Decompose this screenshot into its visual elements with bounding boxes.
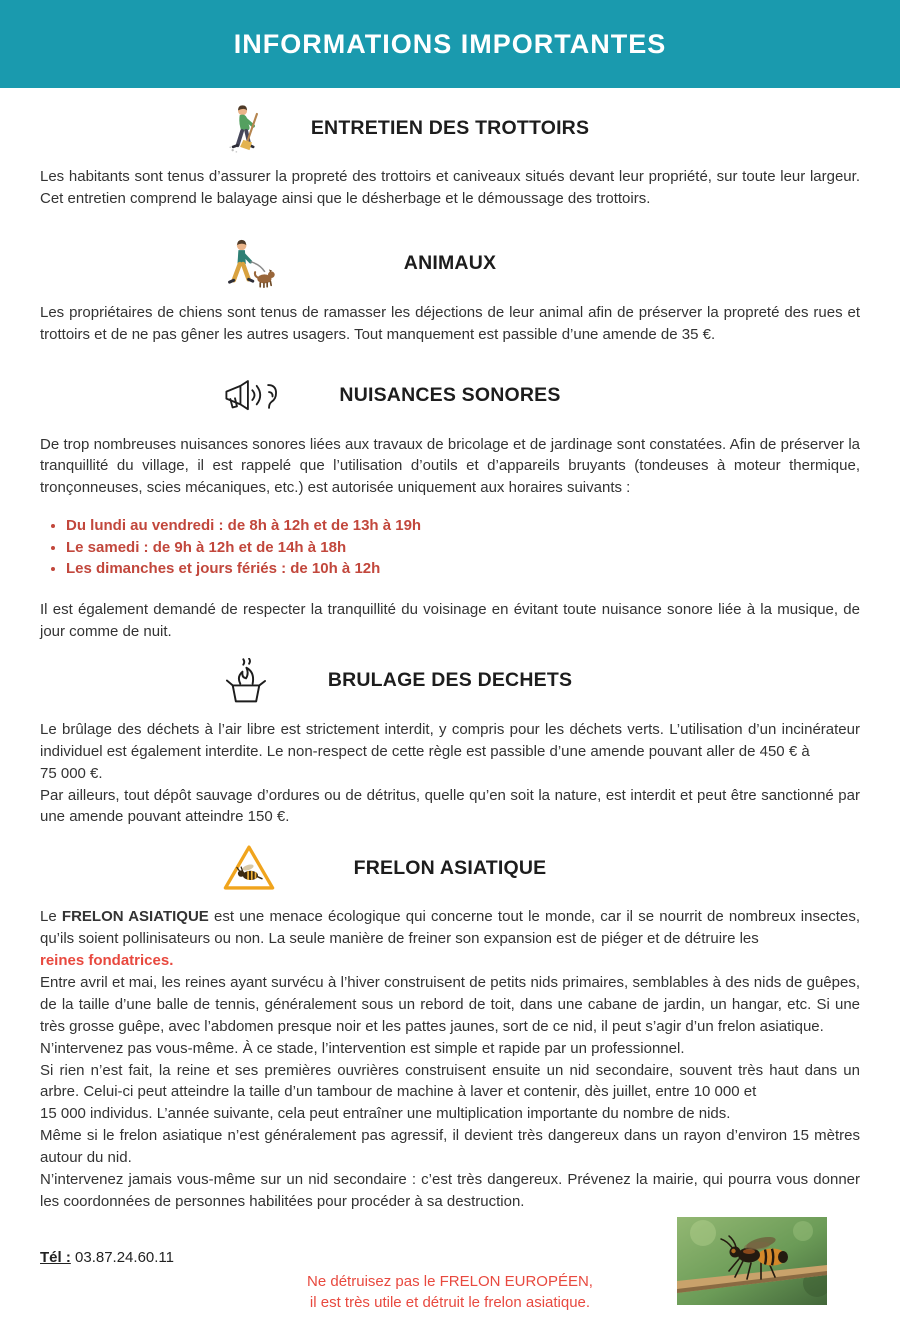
phone-block <box>40 1249 174 1266</box>
burning-waste-icon <box>222 658 270 704</box>
section-header <box>0 840 900 896</box>
section-title-brulage: BRULAGE DES DECHETS <box>327 669 573 692</box>
schedule-item-saturday: • Le samedi : de 9h à 12h et de 14h à 18h <box>66 537 860 558</box>
frelon-paragraph-3: N’intervenez pas vous-même. À ce stade, l’intervention est simple et rapide par un professionnel. <box>40 1039 685 1057</box>
frelon-paragraph-2: Entre avril et mai, les reines ayant survécu à l’hiver construisent de petits nids primaires, semblables à des nids de guêpes, de la taille d’une balle de tennis, généralement sous un rebord de toit, dans une cabane de jardin, un hangar, etc. Si une très grosse guêpe, avec l’abdomen presque noir et les pattes jaunes, sort de ce nid, il peut s’agir d’un frelon asiatique. <box>40 974 860 1035</box>
section-entretien-trottoirs <box>0 100 900 210</box>
phone-number: 03.87.24.60.11 <box>75 1248 174 1266</box>
paragraph-brulage-2: Par ailleurs, tout dépôt sauvage d’ordures ou de détritus, quelle qu’en soit la nature, est interdit et peut être sanctionné par une amende pouvant atteindre 150 €. <box>40 786 860 826</box>
noise-schedule-list <box>28 515 860 579</box>
hornet-warning-icon <box>222 843 276 893</box>
paragraph-animaux: Les propriétaires de chiens sont tenus de ramasser les déjections de leur animal afin de préserver la propreté des rues et trottoirs et de ne pas gêner les autres usagers. Tout manquement est passible d’une amende de 35 €. <box>40 303 860 343</box>
section-title-trottoirs: ENTRETIEN DES TROTTOIRS <box>310 116 590 139</box>
frelon-paragraph-1: Le FRELON ASIATIQUE est une menace écologique qui concerne tout le monde, car il se nourrit de nombreux insectes, qu’ils soient pollinisateurs ou non. La seule manière de freiner son expansion est de piéger et de détruire les reines fondatrices. <box>40 908 860 970</box>
note-line-2: il est très utile et détruit le frelon asiatique. <box>309 1294 591 1312</box>
section-nuisances-sonores <box>0 368 900 643</box>
phone-label: Tél : <box>40 1248 71 1266</box>
european-hornet-note <box>230 1271 670 1314</box>
section-header <box>0 100 900 156</box>
note-line-1: Ne détruisez pas le FRELON EUROPÉEN, <box>307 1272 593 1290</box>
section-brulage-dechets <box>0 653 900 828</box>
frelon-paragraph-4: Si rien n’est fait, la reine et ses premières ouvrières construisent ensuite un nid secondaire, souvent très haut dans un arbre. Celui-ci peut atteindre la taille d’un tambour de machine à laver et contenir, dès juillet, entre 10 000 et 15 000 individus. L’année suivante, cela peut entraîner une multiplication importante du nombre de nids. <box>40 1061 860 1123</box>
dog-walker-icon <box>222 238 278 290</box>
paragraph-brulage-1: Le brûlage des déchets à l’air libre est strictement interdit, y compris pour les déchets verts. L’utilisation d’un incinérateur individuel est également interdite. Le non-respect de cette règle est passible d’une amende pouvant aller de 450 € à 75 000 €. <box>40 720 860 782</box>
section-title-frelon: FRELON ASIATIQUE <box>353 856 547 879</box>
footer <box>0 1227 900 1339</box>
schedule-item-sunday: • Les dimanches et jours fériés : de 10h à 12h <box>66 558 860 579</box>
paragraph-nuisances-outro: Il est également demandé de respecter la tranquillité du voisinage en évitant toute nuisance sonore liée à la musique, de jour comme de nuit. <box>40 601 860 641</box>
street-sweeper-icon <box>222 103 268 153</box>
paragraph-trottoirs: Les habitants sont tenus d’assurer la propreté des trottoirs et caniveaux situés devant leur propriété, sur toute leur largeur. Cet entretien comprend le balayage ainsi que le désherbage et le démoussage des trottoirs. <box>40 168 860 207</box>
asian-hornet-photo <box>677 1217 827 1305</box>
header-banner <box>0 0 900 88</box>
section-frelon-asiatique <box>0 840 900 1212</box>
section-title-nuisances: NUISANCES SONORES <box>339 384 561 407</box>
section-header <box>0 236 900 292</box>
page-title: INFORMATIONS IMPORTANTES <box>233 28 667 59</box>
section-animaux <box>0 236 900 346</box>
noise-megaphone-icon <box>222 374 280 418</box>
section-header <box>0 653 900 709</box>
paragraph-nuisances-intro: De trop nombreuses nuisances sonores liées aux travaux de bricolage et de jardinage sont constatées. Afin de préserver la tranquillité du village, il est rappelé que l’utilisation d’outils et d’appareils bruyants (tondeuses à moteur thermique, tronçonneuses, scies mécaniques, etc.) est autorisée uniquement aux horaires suivants : <box>40 435 860 497</box>
section-title-animaux: ANIMAUX <box>403 252 497 275</box>
frelon-paragraph-5: Même si le frelon asiatique n’est généralement pas agressif, il devient très dangereux dans un rayon d’environ 15 mètres autour du nid. <box>40 1127 860 1167</box>
schedule-item-weekdays: • Du lundi au vendredi : de 8h à 12h et de 13h à 19h <box>66 515 860 536</box>
frelon-paragraph-6: N’intervenez jamais vous-même sur un nid secondaire : c’est très dangereux. Prévenez la mairie, qui pourra vous donner les coordonnées de personnes habilitées pour procéder à sa destruction. <box>40 1171 860 1210</box>
section-header <box>0 368 900 424</box>
